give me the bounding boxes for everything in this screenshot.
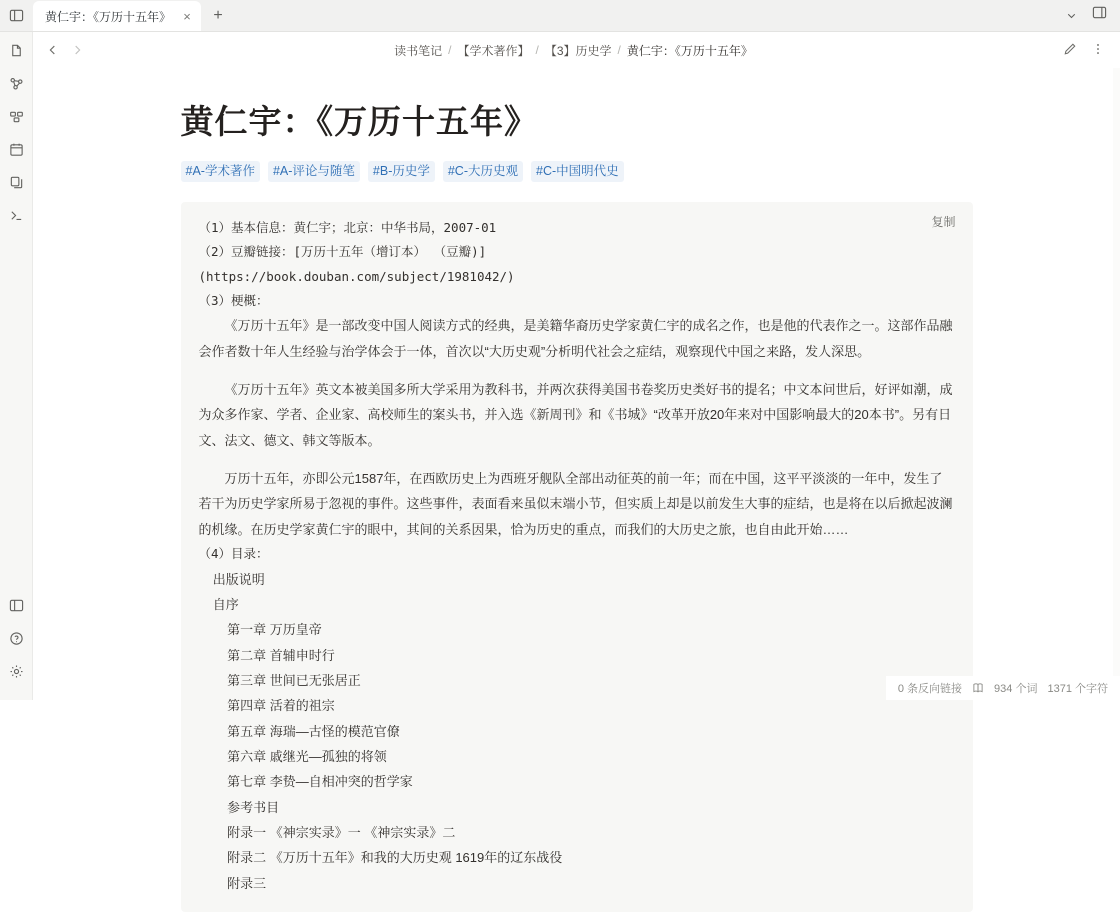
toc-item: 自序 [212,596,239,612]
close-icon[interactable]: × [183,8,191,24]
book-icon [972,682,984,694]
edit-mode-button[interactable] [1058,38,1082,62]
toc-item: 第一章 万历皇帝 [227,622,322,638]
graph-icon [9,76,24,96]
view-actions [1058,38,1110,62]
tag-item[interactable]: #C-中国明代史 [531,161,624,182]
tag-item[interactable]: #B-历史学 [368,161,435,182]
content-callout [181,202,973,912]
more-vertical-icon [1091,42,1105,59]
toc-item: 附录一 《神宗实录》一 《神宗实录》二 [227,824,456,840]
new-tab-button[interactable]: + [213,7,223,24]
sidebar-toggle-icon [9,8,24,23]
tab-bar [0,0,1120,32]
rail-item-canvas[interactable] [3,106,29,132]
toc-item: 第七章 李贽—自相冲突的哲学家 [227,774,413,790]
rail-item-templates[interactable] [3,172,29,198]
info-line-summary-heading: （3）梗概： [198,293,269,308]
breadcrumb-item-1[interactable]: 【学术著作】 [457,43,530,58]
document-scroll-area[interactable] [33,68,1120,891]
left-rail-bottom [0,595,33,694]
breadcrumb-item-0[interactable]: 读书笔记 [394,43,443,58]
left-rail [0,32,33,700]
more-options-button[interactable] [1086,38,1110,62]
rail-item-calendar[interactable] [3,139,29,165]
gear-icon [9,664,24,684]
info-line-douban-url: (https://book.douban.com/subject/1981042/) [198,268,515,284]
toc-item: 第四章 活着的祖宗 [227,698,335,714]
back-button[interactable] [41,38,65,62]
tab-active[interactable] [33,1,201,31]
breadcrumb-separator: / [535,43,539,57]
rail-item-new-note[interactable] [3,40,29,66]
backlink-count[interactable]: 0 条反向链接 [897,683,963,695]
right-panel-icon [1092,5,1107,25]
breadcrumb-item-2[interactable]: 【3】历史学 [544,43,612,58]
copy-icon [9,175,24,195]
terminal-icon [9,208,24,228]
toc-item: 参考书目 [227,799,280,815]
toc-item: 第五章 海瑞—古怪的模范官僚 [227,723,400,739]
breadcrumb[interactable] [89,42,1058,59]
calendar-icon [9,142,24,162]
app-body [0,32,1120,891]
toc-item: 附录二 《万历十五年》和我的大历史观 1619年的辽东战役 [227,850,563,866]
rail-item-settings[interactable] [4,661,30,687]
summary-paragraph-2: 《万历十五年》英文本被美国多所大学采用为教科书，并两次获得美国书卷奖历史类好书的提名；中文本问世后，好评如潮，成为众多作家、学者、企业家、高校师生的案头书，并入选《新周刊》和《书城》“改革开放20年来对中国影响最大的20本书”。另有日文、法文、德文、韩文等版本。 [198,382,953,448]
help-icon [9,631,24,651]
document [157,68,997,912]
char-count: 1371 个字符 [1047,683,1108,695]
page-title: 黄仁宇：《万历十五年》 [180,103,538,140]
status-bar [886,676,1120,700]
new-note-icon [9,43,24,63]
info-line-basic: （1）基本信息：黄仁宇；北京：中华书局，2007-01 [198,219,497,235]
toc-item: 附录三 [227,875,267,891]
tag-item[interactable]: #A-学术著作 [181,161,260,182]
forward-button[interactable] [65,38,89,62]
canvas-icon [9,109,24,129]
breadcrumb-separator: / [617,43,621,57]
rail-item-help[interactable] [4,628,30,654]
right-sidebar-toggle-button[interactable] [1086,2,1112,28]
info-line-douban-label: （2）豆瓣链接：[万历十五年（增订本） （豆瓣)] [198,244,487,260]
tag-list [181,161,741,182]
spacer [199,364,955,377]
sidebar-toggle-button[interactable] [0,0,33,31]
tab-list-chevron-button[interactable] [1058,2,1084,28]
scrollbar-track[interactable] [1113,68,1120,700]
pencil-icon [1063,42,1077,59]
tag-item[interactable]: #C-大历史观 [443,161,523,182]
breadcrumb-separator: / [448,43,452,57]
breadcrumb-item-3[interactable]: 黄仁宇：《万历十五年》 [626,43,753,58]
collapse-icon [9,598,24,618]
tab-bar-actions [1058,0,1120,31]
toc-item: 第二章 首辅申时行 [227,647,335,663]
tag-item[interactable]: #A-评论与随笔 [268,161,360,182]
view-header [33,32,1120,68]
main-area [33,32,1120,891]
rail-item-terminal[interactable] [3,205,29,231]
toc-item: 出版说明 [212,571,265,587]
spacer [199,453,955,466]
toc-item: 第六章 戚继光—孤独的将领 [227,748,387,764]
tab-title: 黄仁宇：《万历十五年》 [45,9,172,24]
rail-item-collapse[interactable] [4,595,30,621]
summary-paragraph-1: 《万历十五年》是一部改变中国人阅读方式的经典，是美籍华裔历史学家黄仁宇的成名之作，也是他的代表作之一。这部作品融会作者数十年人生经验与治学体会于一体，首次以“大历史观”分析明代社会之症结，观察现代中国之来路，发人深思。 [198,318,953,359]
toc-heading: （4）目录： [198,546,269,562]
copy-button[interactable]: 复制 [928,212,958,231]
summary-paragraph-3: 万历十五年，亦即公元1587年，在西欧历史上为西班牙舰队全部出动征英的前一年；而在中国，这平平淡淡的一年中，发生了若干为历史学家所易于忽视的事件。这些事件，表面看来虽似末端小节，但实质上却是以前发生大事的症结，也是将在以后掀起波澜的机缘。在历史学家黄仁宇的眼中，其间的关系因果，恰为历史的重点，而我们的大历史之旅，也自由此开始…… [198,471,953,537]
toc-item: 第三章 世间已无张居正 [227,672,361,688]
rail-item-graph[interactable] [3,73,29,99]
word-count: 934 个词 [994,683,1038,695]
